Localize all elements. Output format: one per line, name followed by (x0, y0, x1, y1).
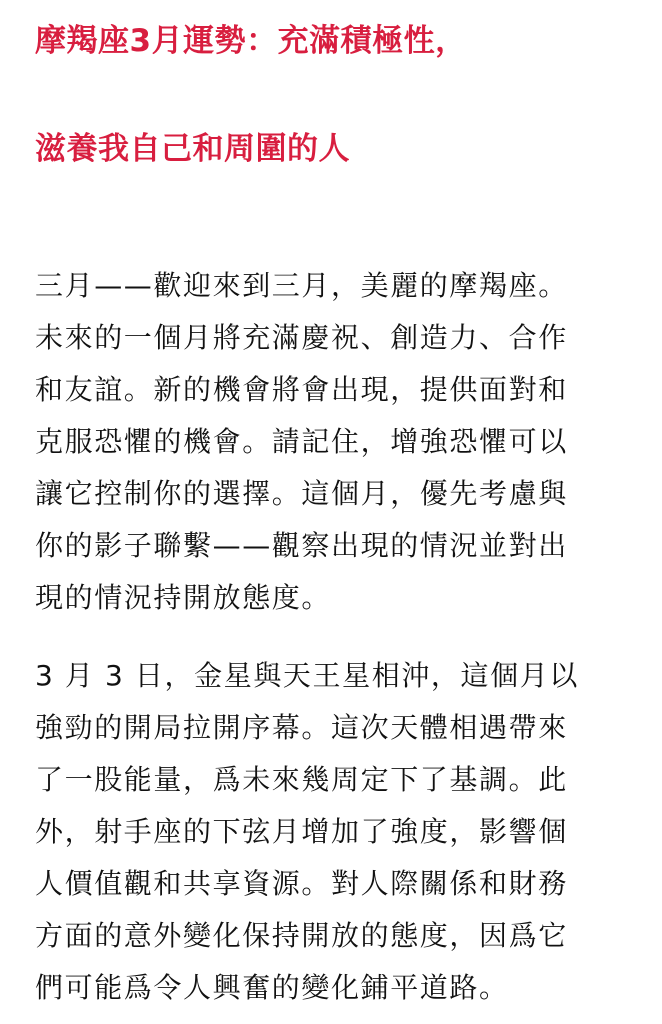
paragraph-line: 現的情況持開放態度。 (35, 581, 332, 614)
paragraph-line: 三月——歡迎來到三月，美麗的摩羯座。 (35, 269, 568, 302)
paragraph-line: 外，射手座的下弦月增加了強度，影響個 (35, 815, 568, 848)
paragraph-1 (35, 260, 627, 624)
paragraph-line: 們可能爲令人興奮的變化鋪平道路。 (35, 971, 509, 1004)
paragraph-line: 了一股能量，爲未來幾周定下了基調。此 (35, 763, 568, 796)
paragraph-line: 強勁的開局拉開序幕。這次天體相遇帶來 (35, 711, 568, 744)
title-line-1: 摩羯座3月運勢：充滿積極性， (35, 23, 467, 59)
paragraph-line: 你的影子聯繫——觀察出現的情況並對出 (35, 529, 568, 562)
paragraph-line: 3 月 3 日，金星與天王星相沖，這個月以 (35, 659, 579, 692)
paragraph-line: 方面的意外變化保持開放的態度，因爲它 (35, 919, 568, 952)
paragraph-line: 未來的一個月將充滿慶祝、創造力、合作 (35, 321, 568, 354)
article-title (35, 0, 627, 203)
paragraph-line: 克服恐懼的機會。請記住，增強恐懼可以 (35, 425, 568, 458)
paragraph-line: 人價值觀和共享資源。對人際關係和財務 (35, 867, 568, 900)
paragraph-line: 和友誼。新的機會將會出現，提供面對和 (35, 373, 568, 406)
paragraph-2 (35, 650, 627, 1014)
paragraph-line: 讓它控制你的選擇。這個月，優先考慮與 (35, 477, 568, 510)
title-line-2: 滋養我自己和周圍的人 (35, 131, 350, 167)
